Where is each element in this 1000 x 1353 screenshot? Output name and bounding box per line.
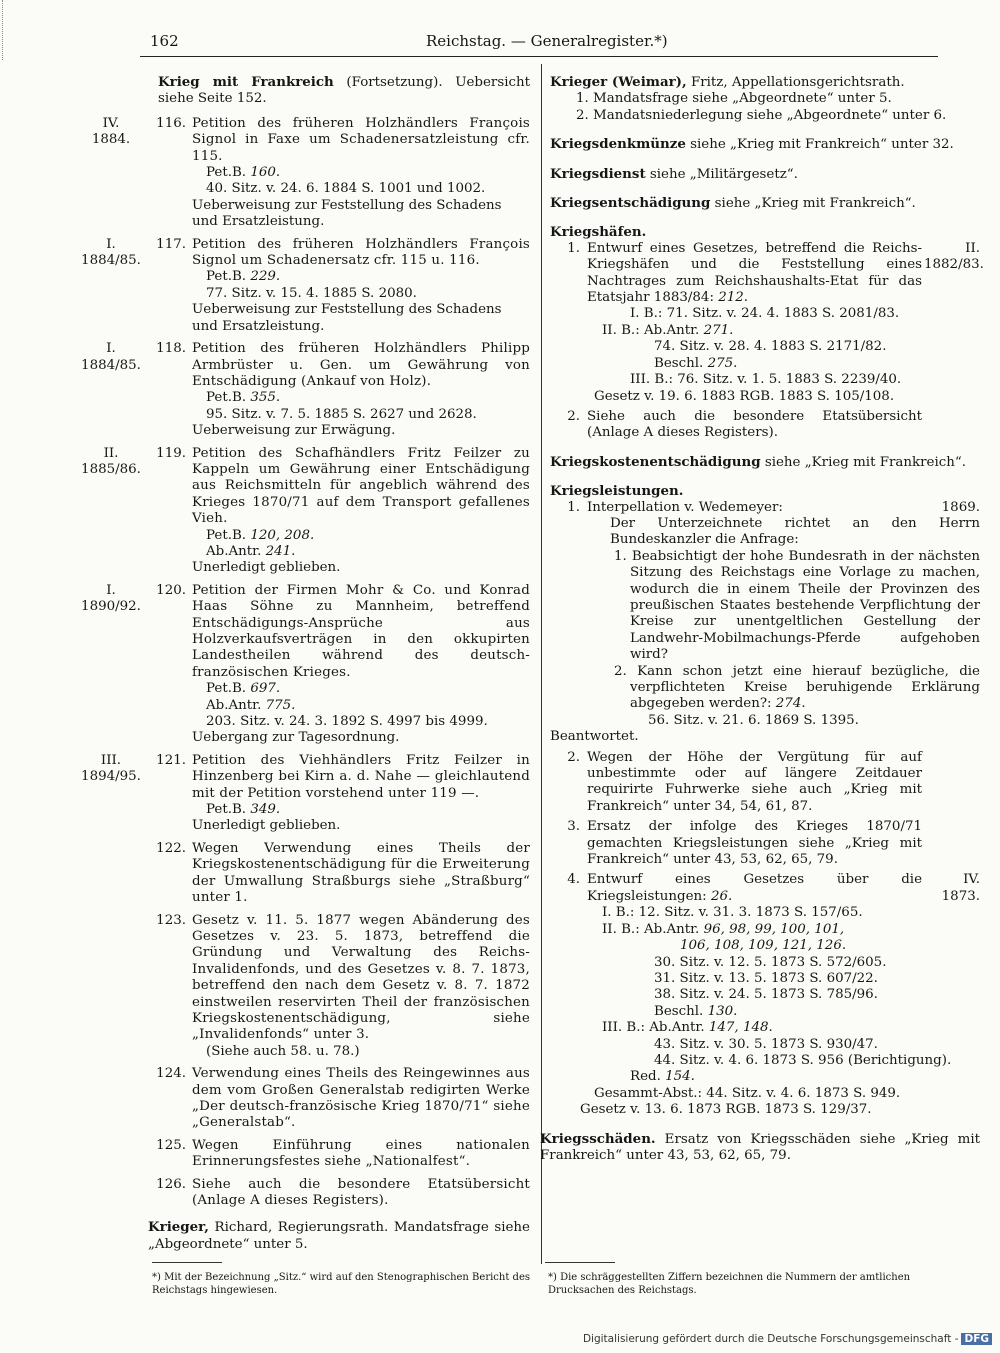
item-ref-pet: Pet.B. 120, 208.: [206, 527, 315, 543]
list-item-124: [78, 1066, 530, 1132]
entry-heading: Kriegshäfen.: [550, 224, 647, 241]
entry-kriegsleistungen: [550, 483, 980, 1118]
item-title: Siehe auch die besondere Etatsübersicht (Anlage A dieses Registers).: [192, 1176, 530, 1208]
header-rule: [140, 56, 938, 57]
list-item-117: [78, 237, 530, 335]
list-item-123: [78, 913, 530, 1061]
item-ref-abantr: Ab.Antr. 241.: [206, 543, 296, 559]
right-column: [540, 74, 984, 1176]
item-title: Petition des früheren Holzhändlers François Signol um Schadenersatz cfr. 115 u. 116.: [192, 236, 530, 269]
item-title: Verwendung eines Theils des Reingewinnes aus dem vom Großen Generalstab redigirten Werke „Der deutsch-französische Krieg 1870/71“ siehe „Generalstab“.: [192, 1066, 530, 1131]
item-result: Ueberweisung zur Erwägung.: [192, 423, 396, 439]
list-item-116: [78, 116, 530, 231]
list-item: 1. Mandatsfrage siehe „Abgeordnete“ unter 5.: [576, 91, 892, 107]
session-period: III. 1894/95.: [81, 752, 141, 785]
item-result: Ueberweisung zur Feststellung des Schadens und Ersatzleistung.: [192, 197, 502, 230]
list-item-121: [78, 753, 530, 835]
session-period: IV. 1873.: [941, 872, 980, 904]
entry-krieg-mit-frankreich: [78, 74, 530, 108]
column-divider: [541, 64, 542, 1264]
entry-kriegsentschaedigung: Kriegsentschädigung siehe „Krieg mit Frankreich“.: [550, 195, 916, 212]
entry-krieger-weimar: Krieger (Weimar), Fritz, Appellationsgerichtsrath. 1. Mandatsfrage siehe „Abgeordnete“ unter 5. 2. Mandatsniederlegung siehe „Abgeordnete“ unter 6.: [550, 74, 980, 124]
item-ref-abantr: Ab.Antr. 775.: [206, 697, 296, 713]
list-item: 2. Siehe auch die besondere Etatsübersicht (Anlage A dieses Registers).: [567, 408, 922, 441]
item-title: Petition des früheren Holzhändlers François Signol in Faxe um Schadenersatzleistung cfr. 115.: [192, 115, 530, 164]
item-number: 124.: [156, 1066, 186, 1082]
item-ref-pet: Pet.B. 229.: [206, 269, 281, 285]
session-period: 1869.: [941, 499, 980, 515]
item-ref-sitz: 95. Sitz. v. 7. 5. 1885 S. 2627 und 2628.: [206, 406, 477, 422]
item-title: Petition des Viehhändlers Fritz Feilzer in Hinzenberg bei Kirn a. d. Nahe — gleichlautend mit der Petition vorstehend unter 119 —.: [192, 752, 530, 801]
entry-heading: Krieg mit Frankreich: [158, 74, 334, 90]
digitization-credit: [583, 1333, 992, 1345]
session-period: I. 1884/85.: [81, 341, 141, 373]
entry-kriegsdienst: Kriegsdienst siehe „Militärgesetz“.: [550, 165, 798, 182]
list-item-119: [78, 446, 530, 577]
item-ref-sitz: 40. Sitz. v. 24. 6. 1884 S. 1001 und 1002.: [206, 181, 486, 197]
entry-heading: Kriegsdenkmünze: [550, 136, 686, 153]
item-title: Petition der Firmen Mohr & Co. und Konrad Haas Söhne zu Mannheim, betreffend Entschädigungs-Ansprüche aus Holzverkaufsverträgen in den okkupirten Landestheilen während des deutsch-französischen Krieges.: [192, 582, 530, 680]
entry-heading: Kriegskostenentschädigung: [550, 453, 761, 470]
item-title: Wegen Verwendung eines Theils der Kriegskostenentschädigung für die Erweiterung der Umwallung Straßburgs siehe „Straßburg“ unter 1.: [192, 840, 530, 906]
footnote-left: *) Mit der Bezeichnung „Sitz.“ wird auf den Stenographischen Bericht des Reichstags hingewiesen.: [152, 1272, 530, 1296]
item-title: Wegen Einführung eines nationalen Erinnerungsfestes siehe „Nationalfest“.: [192, 1137, 530, 1170]
item-see-also: (Siehe auch 58. u. 78.): [206, 1043, 360, 1059]
entry-heading-rest: (Fortsetzung). Uebersicht siehe Seite 152.: [158, 75, 530, 107]
session-period: I. 1890/92.: [81, 582, 141, 615]
entry-heading: Kriegsdienst: [550, 165, 646, 182]
credit-text: Digitalisierung gefördert durch die Deutsche Forschungsgemeinschaft -: [582, 1333, 959, 1345]
item-result: Ueberweisung zur Feststellung des Schadens und Ersatzleistung.: [192, 302, 502, 334]
list-item: 1. II. 1882/83. Entwurf eines Gesetzes, betreffend die Reichs-Kriegshäfen und die Feststellung eines Nachtrages zum Reichshaushalts-Etat für das Etatsjahr 1883/84: 212. I. B.: 71. Sitz. v. 24. 4. 1883 S. 2081/83. II. B.: Ab.Antr. 271. 74. Sitz. v. 28. 4. 1883 S. 2171/82. Beschl. 275. III. B.: 76. Sitz. v. 1. 5. 1883 S. 2239/40. Gesetz v. 19. 6. 1883 RGB. 1883 S. 105/108.: [567, 240, 984, 404]
entry-heading: Kriegsschäden.: [540, 1130, 656, 1147]
item-result: Unerledigt geblieben.: [192, 818, 341, 834]
item-number: 116.: [156, 115, 186, 131]
item-number: 120.: [156, 582, 186, 598]
list-item: 3. Ersatz der infolge des Krieges 1870/71 gemachten Kriegsleistungen siehe „Krieg mit Frankreich“ unter 43, 53, 62, 65, 79.: [567, 819, 922, 868]
item-title: Petition des früheren Holzhändlers Philipp Armbrüster u. Gen. um Gewährung von Entschädigung (Ankauf von Holz).: [192, 341, 530, 389]
item-ref-sitz: 203. Sitz. v. 24. 3. 1892 S. 4997 bis 4999.: [206, 714, 488, 730]
list-item: 4. IV. 1873. Entwurf eines Gesetzes über die Kriegsleistungen: 26. I. B.: 12. Sitz. v. 31. 3. 1873 S. 157/65. II. B.: Ab.Antr. 96, 98, 99, 100, 101, 106, 108, 109, 121, 126. 30. Sitz. v. 12. 5. 1873 S. 572/605. 31. Sitz. v. 13. 5. 1873 S. 607/22. 38. Sitz. v. 24. 5. 1873 S. 785/96. Beschl. 130. III. B.: Ab.Antr. 147, 148. 43. Sitz. v. 30. 5. 1873 S. 930/47. 44. Sitz. v. 4. 6. 1873 S. 956 (Berichtigung). Red. 154. Gesammt-Abst.: 44. Sitz. v. 4. 6. 1873 S. 949. Gesetz v. 13. 6. 1873 RGB. 1873 S. 129/37.: [567, 872, 980, 1118]
list-item-125: [78, 1138, 530, 1171]
item-ref-sitz: 77. Sitz. v. 15. 4. 1885 S. 2080.: [206, 285, 417, 301]
item-number: 119.: [156, 445, 186, 461]
entry-heading: Krieger,: [148, 1219, 209, 1236]
footnote-rule: [545, 1262, 615, 1263]
item-ref-pet: Pet.B. 160.: [206, 165, 281, 181]
item-result: Unerledigt geblieben.: [192, 560, 341, 576]
dfg-logo: DFG: [961, 1333, 992, 1345]
list-item: 2. Mandatsniederlegung siehe „Abgeordnete“ unter 6.: [576, 107, 947, 123]
list-item-122: [78, 841, 530, 907]
item-number: 117.: [156, 236, 186, 252]
list-item: 2. Wegen der Höhe der Vergütung für auf unbestimmte oder auf längere Zeitdauer requirirte Fuhrwerke siehe auch „Krieg mit Frankreich“ unter 34, 54, 61, 87.: [567, 749, 922, 814]
item-number: 126.: [156, 1176, 186, 1192]
item-number: 123.: [156, 912, 186, 928]
item-number: 125.: [156, 1137, 186, 1153]
entry-heading: Kriegsleistungen.: [550, 483, 684, 500]
item-ref-pet: Pet.B. 349.: [206, 802, 281, 818]
left-column: [78, 74, 530, 1261]
list-item-118: [78, 341, 530, 439]
entry-heading-rest: Richard, Regierungsrath. Mandatsfrage siehe „Abgeordnete“ unter 5.: [148, 1220, 530, 1252]
page-number: 162: [150, 32, 179, 50]
entry-kriegsdenkmuenze: Kriegsdenkmünze siehe „Krieg mit Frankreich“ unter 32.: [550, 136, 954, 153]
scan-edge: [2, 0, 3, 60]
list-item-120: [78, 583, 530, 747]
session-period: IV. 1884.: [91, 115, 131, 148]
item-result: Uebergang zur Tagesordnung.: [192, 730, 400, 746]
entry-heading: Krieger (Weimar),: [550, 74, 687, 90]
item-title: Petition des Schafhändlers Fritz Feilzer zu Kappeln um Gewährung einer Entschädigung aus Reichsmitteln für angeblich während des Krieges 1870/71 auf dem Transport gefallenes Vieh.: [192, 445, 530, 527]
item-ref-pet: Pet.B. 355.: [206, 390, 281, 406]
session-period: II. 1885/86.: [81, 445, 141, 477]
item-number: 121.: [156, 752, 186, 768]
item-number: 118.: [156, 341, 186, 357]
page-header: [150, 32, 930, 54]
item-title: Gesetz v. 11. 5. 1877 wegen Abänderung des Gesetzes v. 23. 5. 1873, betreffend die Gründung und Verwaltung des Reichs-Invalidenfonds, und des Gesetzes v. 8. 7. 1873, betreffend den nach dem Gesetz v. 8. 7. 1872 einstweilen reservirten Theil der französischen Kriegskostenentschädigung, siehe „Invalidenfonds“ unter 3.: [192, 912, 530, 1043]
item-ref-pet: Pet.B. 697.: [206, 681, 281, 697]
list-item-126: [78, 1177, 530, 1210]
entry-kriegsschaeden: Kriegsschäden. Ersatz von Kriegsschäden siehe „Krieg mit Frankreich“ unter 43, 53, 62, 65, 79.: [540, 1130, 980, 1163]
item-number: 122.: [156, 840, 186, 856]
entry-kriegskostenentschaedigung: Kriegskostenentschädigung siehe „Krieg mit Frankreich“.: [550, 453, 966, 470]
entry-krieger-richard: [78, 1219, 530, 1253]
footnote-rule: [152, 1262, 222, 1263]
footnote-right: *) Die schräggestellten Ziffern bezeichnen die Nummern der amtlichen Drucksachen des Reichstags.: [548, 1272, 911, 1296]
interpellation-text: Der Unterzeichnete richtet an den Herrn Bundeskanzler die Anfrage: 1. Beabsichtigt der hohe Bundesrath in der nächsten Sitzung des Reichstags eine Vorlage zu machen, wodurch die in einem Theile der Provinzen des preußischen Staates bestehende Verpflichtung der Kreise zur unentgeltlichen Gestellung der Landwehr-Mobilmachungs-Pferde aufgehoben wird? 2. Kann schon jetzt eine hierauf bezügliche, die verpflichteten Kreise beruhigende Erklärung abgegeben werden?: 274. 56. Sitz. v. 21. 6. 1869 S. 1395.: [610, 515, 980, 728]
entry-kriegshaefen: [550, 224, 984, 441]
entry-heading: Kriegsentschädigung: [550, 195, 711, 212]
running-title: Reichstag. — Generalregister.*): [426, 32, 668, 50]
list-item: 1. 1869. Interpellation v. Wedemeyer: Der Unterzeichnete richtet an den Herrn Bundeskanzler die Anfrage: 1. Beabsichtigt der hohe Bundesrath in der nächsten Sitzung des Reichstags eine Vorlage zu machen, wodurch die in einem Theile der Provinzen des preußischen Staates bestehende Verpflichtung der Kreise zur unentgeltlichen Gestellung der Landwehr-Mobilmachungs-Pferde aufgehoben wird? 2. Kann schon jetzt eine hierauf bezügliche, die verpflichteten Kreise beruhigende Erklärung abgegeben werden?: 274. 56. Sitz. v. 21. 6. 1869 S. 1395. Beantwortet.: [550, 499, 980, 745]
session-period: I. 1884/85.: [81, 236, 141, 269]
session-period: II. 1882/83.: [924, 240, 984, 273]
